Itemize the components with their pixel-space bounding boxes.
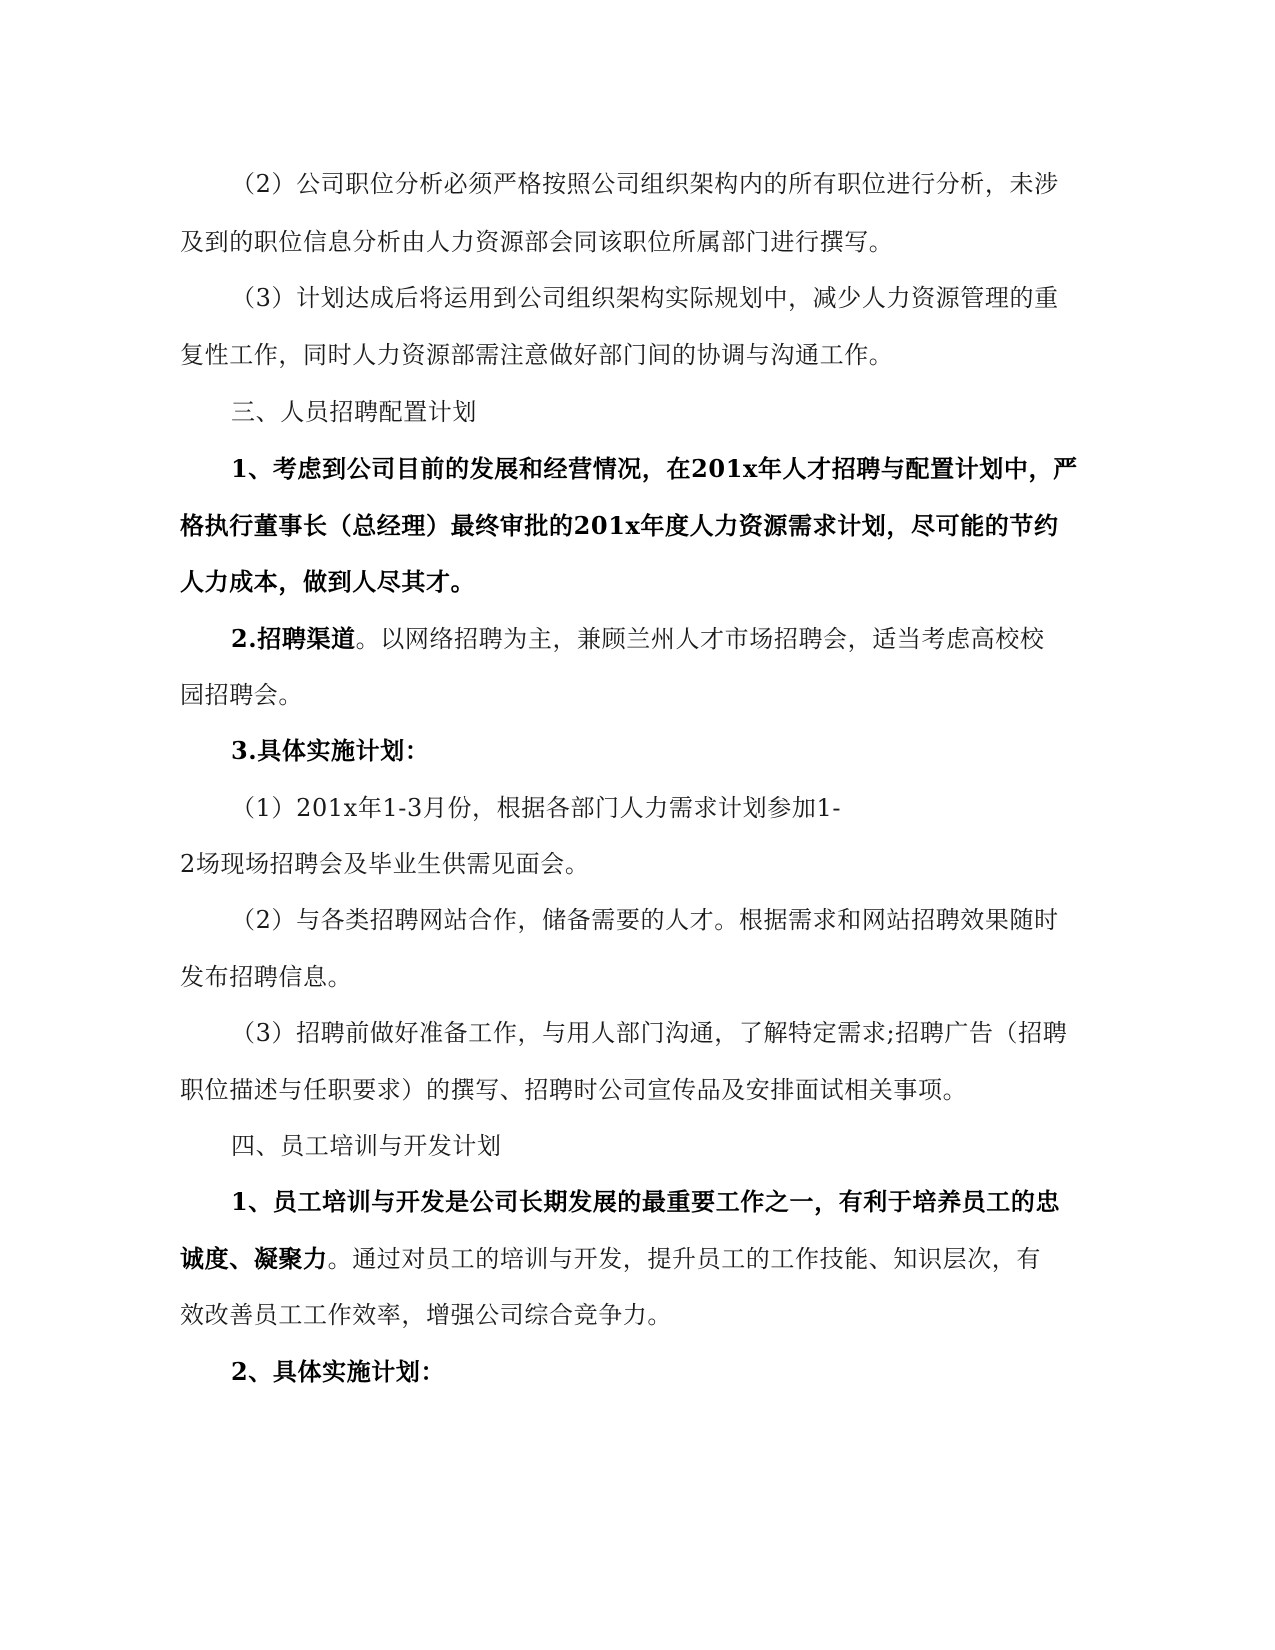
section-heading <box>231 1131 502 1161</box>
paragraph-line <box>180 962 352 992</box>
text-segment: （2）公司职位分析必须严格按照公司组织架构内的所有职位进行分析，未涉 <box>231 170 1059 198</box>
bold-text-segment: 人力成本，做到人尽其才。 <box>180 567 476 596</box>
paragraph-line <box>180 340 893 370</box>
subsection-heading <box>231 736 429 766</box>
text-segment: 。以网络招聘为主，兼顾兰州人才市场招聘会，适当考虑高校校 <box>355 625 1045 653</box>
paragraph-line <box>180 1300 672 1330</box>
text-segment: 四、员工培训与开发计划 <box>231 1132 502 1160</box>
text-segment: （1）201x年1-3月份，根据各部门人力需求计划参加1- <box>231 794 842 822</box>
text-segment: 及到的职位信息分析由人力资源部会同该职位所属部门进行撰写。 <box>180 228 894 256</box>
paragraph-line <box>231 1018 1067 1048</box>
paragraph-line <box>231 283 1059 313</box>
paragraph-line <box>180 1075 967 1105</box>
section-heading <box>231 397 477 427</box>
text-segment: 发布招聘信息。 <box>180 963 353 991</box>
bold-text-segment: 1、考虑到公司目前的发展和经营情况，在201x年人才招聘与配置计划中，严 <box>231 454 1078 483</box>
text-segment: 职位描述与任职要求）的撰写、招聘时公司宣传品及安排面试相关事项。 <box>180 1076 968 1104</box>
paragraph-line <box>231 624 1044 654</box>
text-segment: 复性工作，同时人力资源部需注意做好部门间的协调与沟通工作。 <box>180 341 894 369</box>
bold-text-segment: 格执行董事长（总经理）最终审批的201x年度人力资源需求计划，尽可能的节约 <box>180 511 1059 540</box>
text-segment: 三、人员招聘配置计划 <box>231 398 477 426</box>
paragraph-line <box>180 511 1059 541</box>
paragraph-line <box>231 169 1059 199</box>
text-segment: （3）招聘前做好准备工作，与用人部门沟通，了解特定需求;招聘广告（招聘 <box>231 1019 1068 1047</box>
text-segment: 效改善员工工作效率，增强公司综合竞争力。 <box>180 1301 672 1329</box>
text-segment: 。通过对员工的培训与开发，提升员工的工作技能、知识层次，有 <box>327 1245 1042 1273</box>
bold-text-segment: 诚度、凝聚力 <box>180 1244 328 1273</box>
text-segment: （2）与各类招聘网站合作，储备需要的人才。根据需求和网站招聘效果随时 <box>231 906 1059 934</box>
bold-text-segment: 1、员工培训与开发是公司长期发展的最重要工作之一，有利于培养员工的忠 <box>231 1187 1061 1216</box>
bold-text-segment: 2.招聘渠道 <box>231 624 356 653</box>
text-segment: 2场现场招聘会及毕业生供需见面会。 <box>180 850 590 878</box>
paragraph-line <box>180 567 475 597</box>
subsection-heading <box>231 1357 445 1387</box>
bold-text-segment: 2、具体实施计划： <box>231 1357 446 1386</box>
paragraph-line <box>180 849 589 879</box>
paragraph-line <box>180 227 893 257</box>
paragraph-line <box>231 793 841 823</box>
paragraph-line <box>231 454 1078 484</box>
paragraph-line <box>180 1244 1041 1274</box>
paragraph-line <box>231 1187 1060 1217</box>
text-segment: 园招聘会。 <box>180 681 303 709</box>
paragraph-line <box>180 680 303 710</box>
paragraph-line <box>231 905 1059 935</box>
bold-text-segment: 3.具体实施计划： <box>231 736 430 765</box>
text-segment: （3）计划达成后将运用到公司组织架构实际规划中，减少人力资源管理的重 <box>231 284 1059 312</box>
